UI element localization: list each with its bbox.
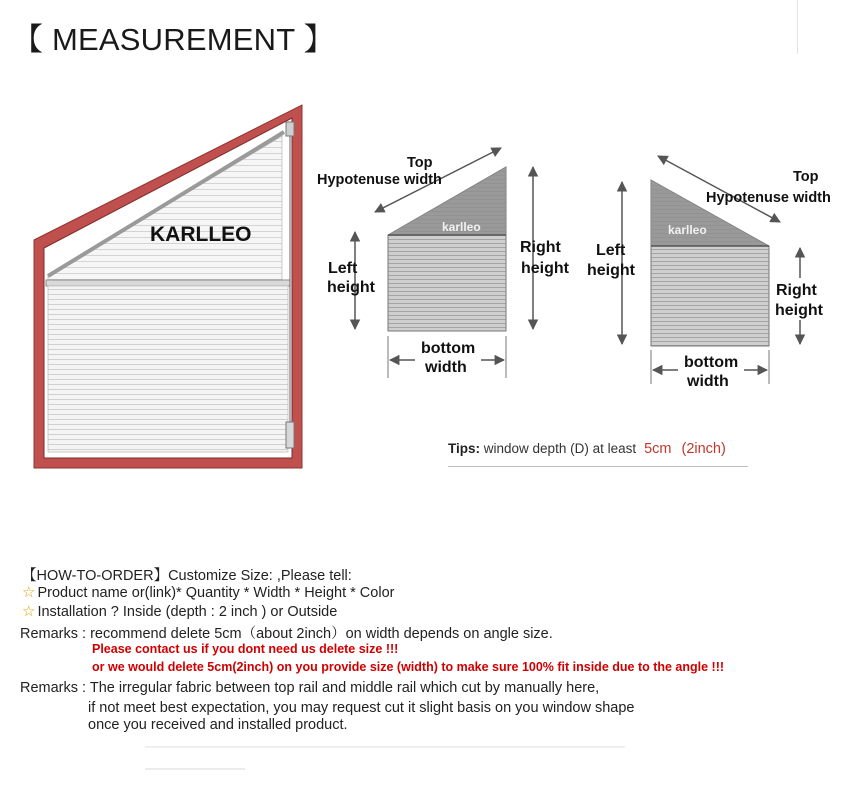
watermark-text: karlleo — [668, 223, 707, 237]
label-bottom-width: width — [425, 359, 467, 376]
label-right: Right — [520, 239, 561, 256]
star-icon: ☆ — [22, 584, 36, 601]
order-installation-text: Installation ? Inside (depth : 2 inch ) or Outside — [37, 604, 338, 620]
divider — [797, 0, 798, 54]
label-left-height: height — [587, 262, 635, 279]
order-heading: 【HOW-TO-ORDER】Customize Size: ,Please tell: — [22, 568, 352, 584]
order-product-text: Product name or(link)* Quantity * Width * Height * Color — [37, 585, 395, 601]
tips-label: Tips: — [448, 441, 481, 456]
order-line-product — [22, 583, 394, 601]
order-line-installation — [22, 602, 337, 620]
label-bottom: bottom — [684, 354, 739, 371]
remarks-2-end: once you received and installed product. — [88, 717, 348, 733]
diagram-measure-2 — [580, 150, 848, 395]
label-right-height: height — [521, 260, 569, 277]
star-icon: ☆ — [22, 603, 36, 620]
label-left: Left — [328, 260, 358, 277]
label-hypotenuse: Hypotenuse width — [317, 172, 442, 188]
red-note-2: or we would delete 5cm(2inch) on you provide size (width) to make sure 100% fit inside due to the angle !!! — [92, 660, 725, 674]
divider — [145, 768, 245, 770]
label-left: Left — [596, 242, 626, 259]
label-bottom-width: width — [687, 373, 729, 390]
tips-value: 5cm — [644, 441, 672, 457]
remarks-2: Remarks : The irregular fabric between top rail and middle rail which cut by manually here, — [20, 680, 600, 696]
label-hypotenuse: Hypotenuse width — [706, 190, 831, 206]
label-top: Top — [407, 155, 433, 171]
label-right: Right — [776, 282, 817, 299]
label-top: Top — [793, 169, 819, 185]
tips-value-inch: (2inch) — [681, 441, 726, 457]
watermark-text: karlleo — [442, 220, 481, 234]
diagram-measure-1 — [315, 140, 590, 385]
label-bottom: bottom — [421, 340, 476, 357]
page-title: 【 MEASUREMENT 】 — [12, 22, 335, 57]
label-left-height: height — [327, 279, 375, 296]
remarks-1: Remarks : recommend delete 5cm（about 2inch）on width depends on angle size. — [20, 626, 553, 642]
red-note-1: Please contact us if you dont need us delete size !!! — [92, 642, 399, 656]
product-photo — [30, 100, 310, 475]
brand-text: KARLLEO — [150, 223, 252, 246]
tips-text: window depth (D) at least — [480, 441, 637, 456]
tips-note — [448, 440, 748, 467]
divider — [145, 746, 625, 748]
remarks-2-cont: if not meet best expectation, you may request cut it slight basis on you window shape — [88, 700, 635, 716]
label-right-height: height — [775, 302, 823, 319]
